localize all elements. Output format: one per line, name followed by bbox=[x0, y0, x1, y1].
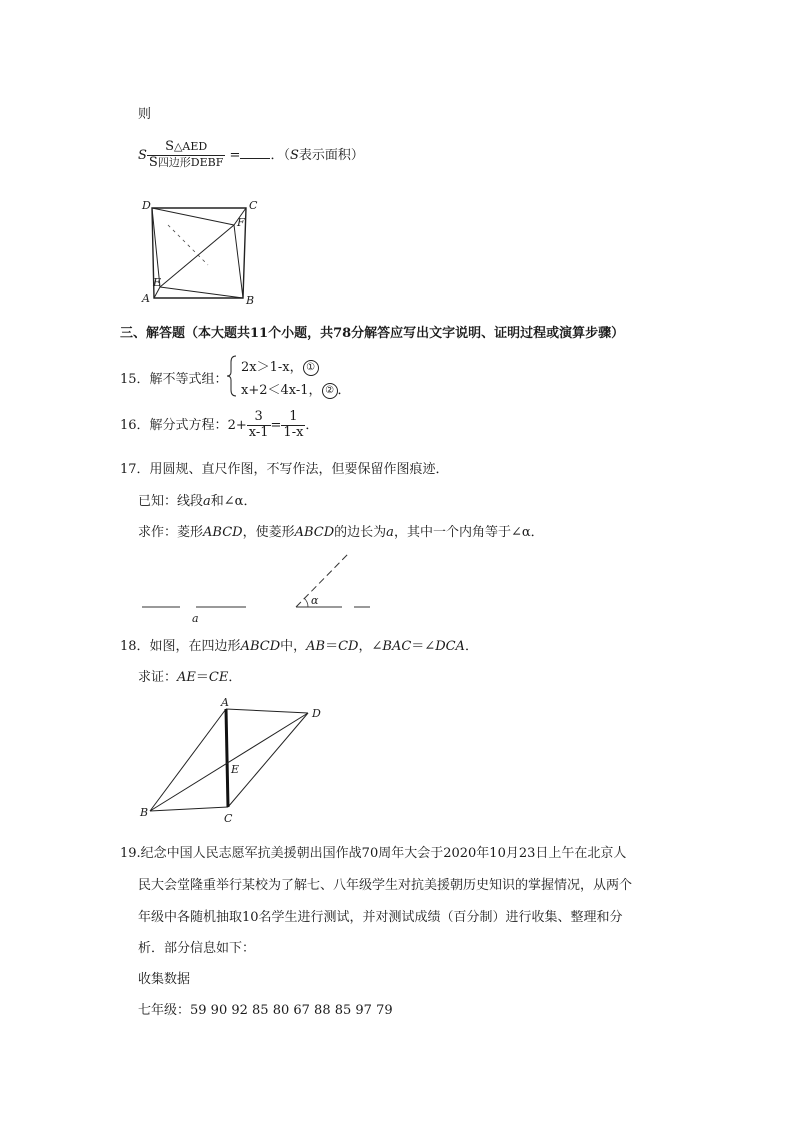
q18-label-B: B bbox=[140, 806, 149, 819]
q14-label-D: D bbox=[142, 199, 151, 212]
q18-label-C: C bbox=[224, 812, 233, 825]
q19-line3: 年级中各随机抽取10名学生进行测试，并对测试成绩（百分制）进行收集、整理和分 bbox=[138, 910, 623, 925]
q19-line1: 19.纪念中国人民志愿军抗美援朝出国作战70周年大会于2020年10月23日上午在北京人 bbox=[120, 846, 627, 861]
q19-collect-heading: 收集数据 bbox=[138, 972, 191, 987]
q17-label-a: a bbox=[192, 612, 199, 625]
q14-num-sub: △AED bbox=[173, 140, 208, 153]
q14-figure bbox=[138, 195, 268, 307]
q14-ze: 则 bbox=[138, 107, 152, 122]
q15-prompt: 15．解不等式组： bbox=[120, 372, 228, 387]
q18-statement: 18．如图，在四边形ABCD中，AB＝CD，∠BAC＝∠DCA． bbox=[120, 639, 478, 654]
q14-label-B: B bbox=[246, 294, 255, 307]
q18-label-D: D bbox=[312, 707, 321, 720]
q14-fraction: $\frac{\text{S△AED}}{\text{S四边形DEBF}}$ bbox=[148, 139, 224, 170]
q17-ask: 求作：菱形ABCD，使菱形ABCD的边长为a，其中一个内角等于∠α． bbox=[138, 525, 544, 540]
q14-den-sub: 四边形DEBF bbox=[157, 155, 224, 169]
q15-line1: 2x＞1-x， ① bbox=[241, 356, 319, 376]
q18-prove: 求证：AE＝CE． bbox=[138, 670, 242, 685]
q19-grade7-data: 七年级：59 90 92 85 80 67 88 85 97 79 bbox=[138, 1003, 393, 1018]
q17-known: 已知：线段a和∠α． bbox=[138, 494, 257, 509]
q14-s: S bbox=[138, 147, 147, 163]
q14-answer-blank[interactable] bbox=[240, 146, 270, 159]
q15-brace bbox=[226, 354, 238, 398]
q19-line4: 析．部分信息如下： bbox=[138, 941, 256, 956]
q14-label-C: C bbox=[249, 199, 258, 212]
q18-label-E: E bbox=[231, 763, 240, 776]
q17-figure bbox=[138, 545, 378, 625]
q18-label-A: A bbox=[221, 696, 229, 709]
q16-equation: 16．解分式方程：2+ $\frac{3}{x-1}$ = $\frac{1}{1-x}$ ． bbox=[120, 409, 319, 440]
q18-figure bbox=[138, 695, 338, 827]
q15-line2: x+2＜4x-1， ② ． bbox=[241, 383, 351, 398]
q14-label-E: E bbox=[153, 276, 162, 289]
q14-label-F: F bbox=[237, 216, 245, 229]
section3-heading: 三、解答题（本大题共11个小题，共78分解答应写出文字说明、证明过程或演算步骤） bbox=[120, 326, 625, 341]
q19-line2: 民大会堂隆重举行某校为了解七、八年级学生对抗美援朝历史知识的掌握情况，从两个 bbox=[138, 878, 633, 893]
q17-label-alpha: α bbox=[311, 594, 319, 607]
q17-title: 17．用圆规、直尺作图，不写作法，但要保留作图痕迹． bbox=[120, 462, 449, 477]
q14-label-A: A bbox=[142, 292, 150, 305]
q14-ratio-formula: S $\frac{\text{S△AED}}{\text{S四边形DEBF}}$ = ．（S表示面积） bbox=[138, 139, 364, 170]
